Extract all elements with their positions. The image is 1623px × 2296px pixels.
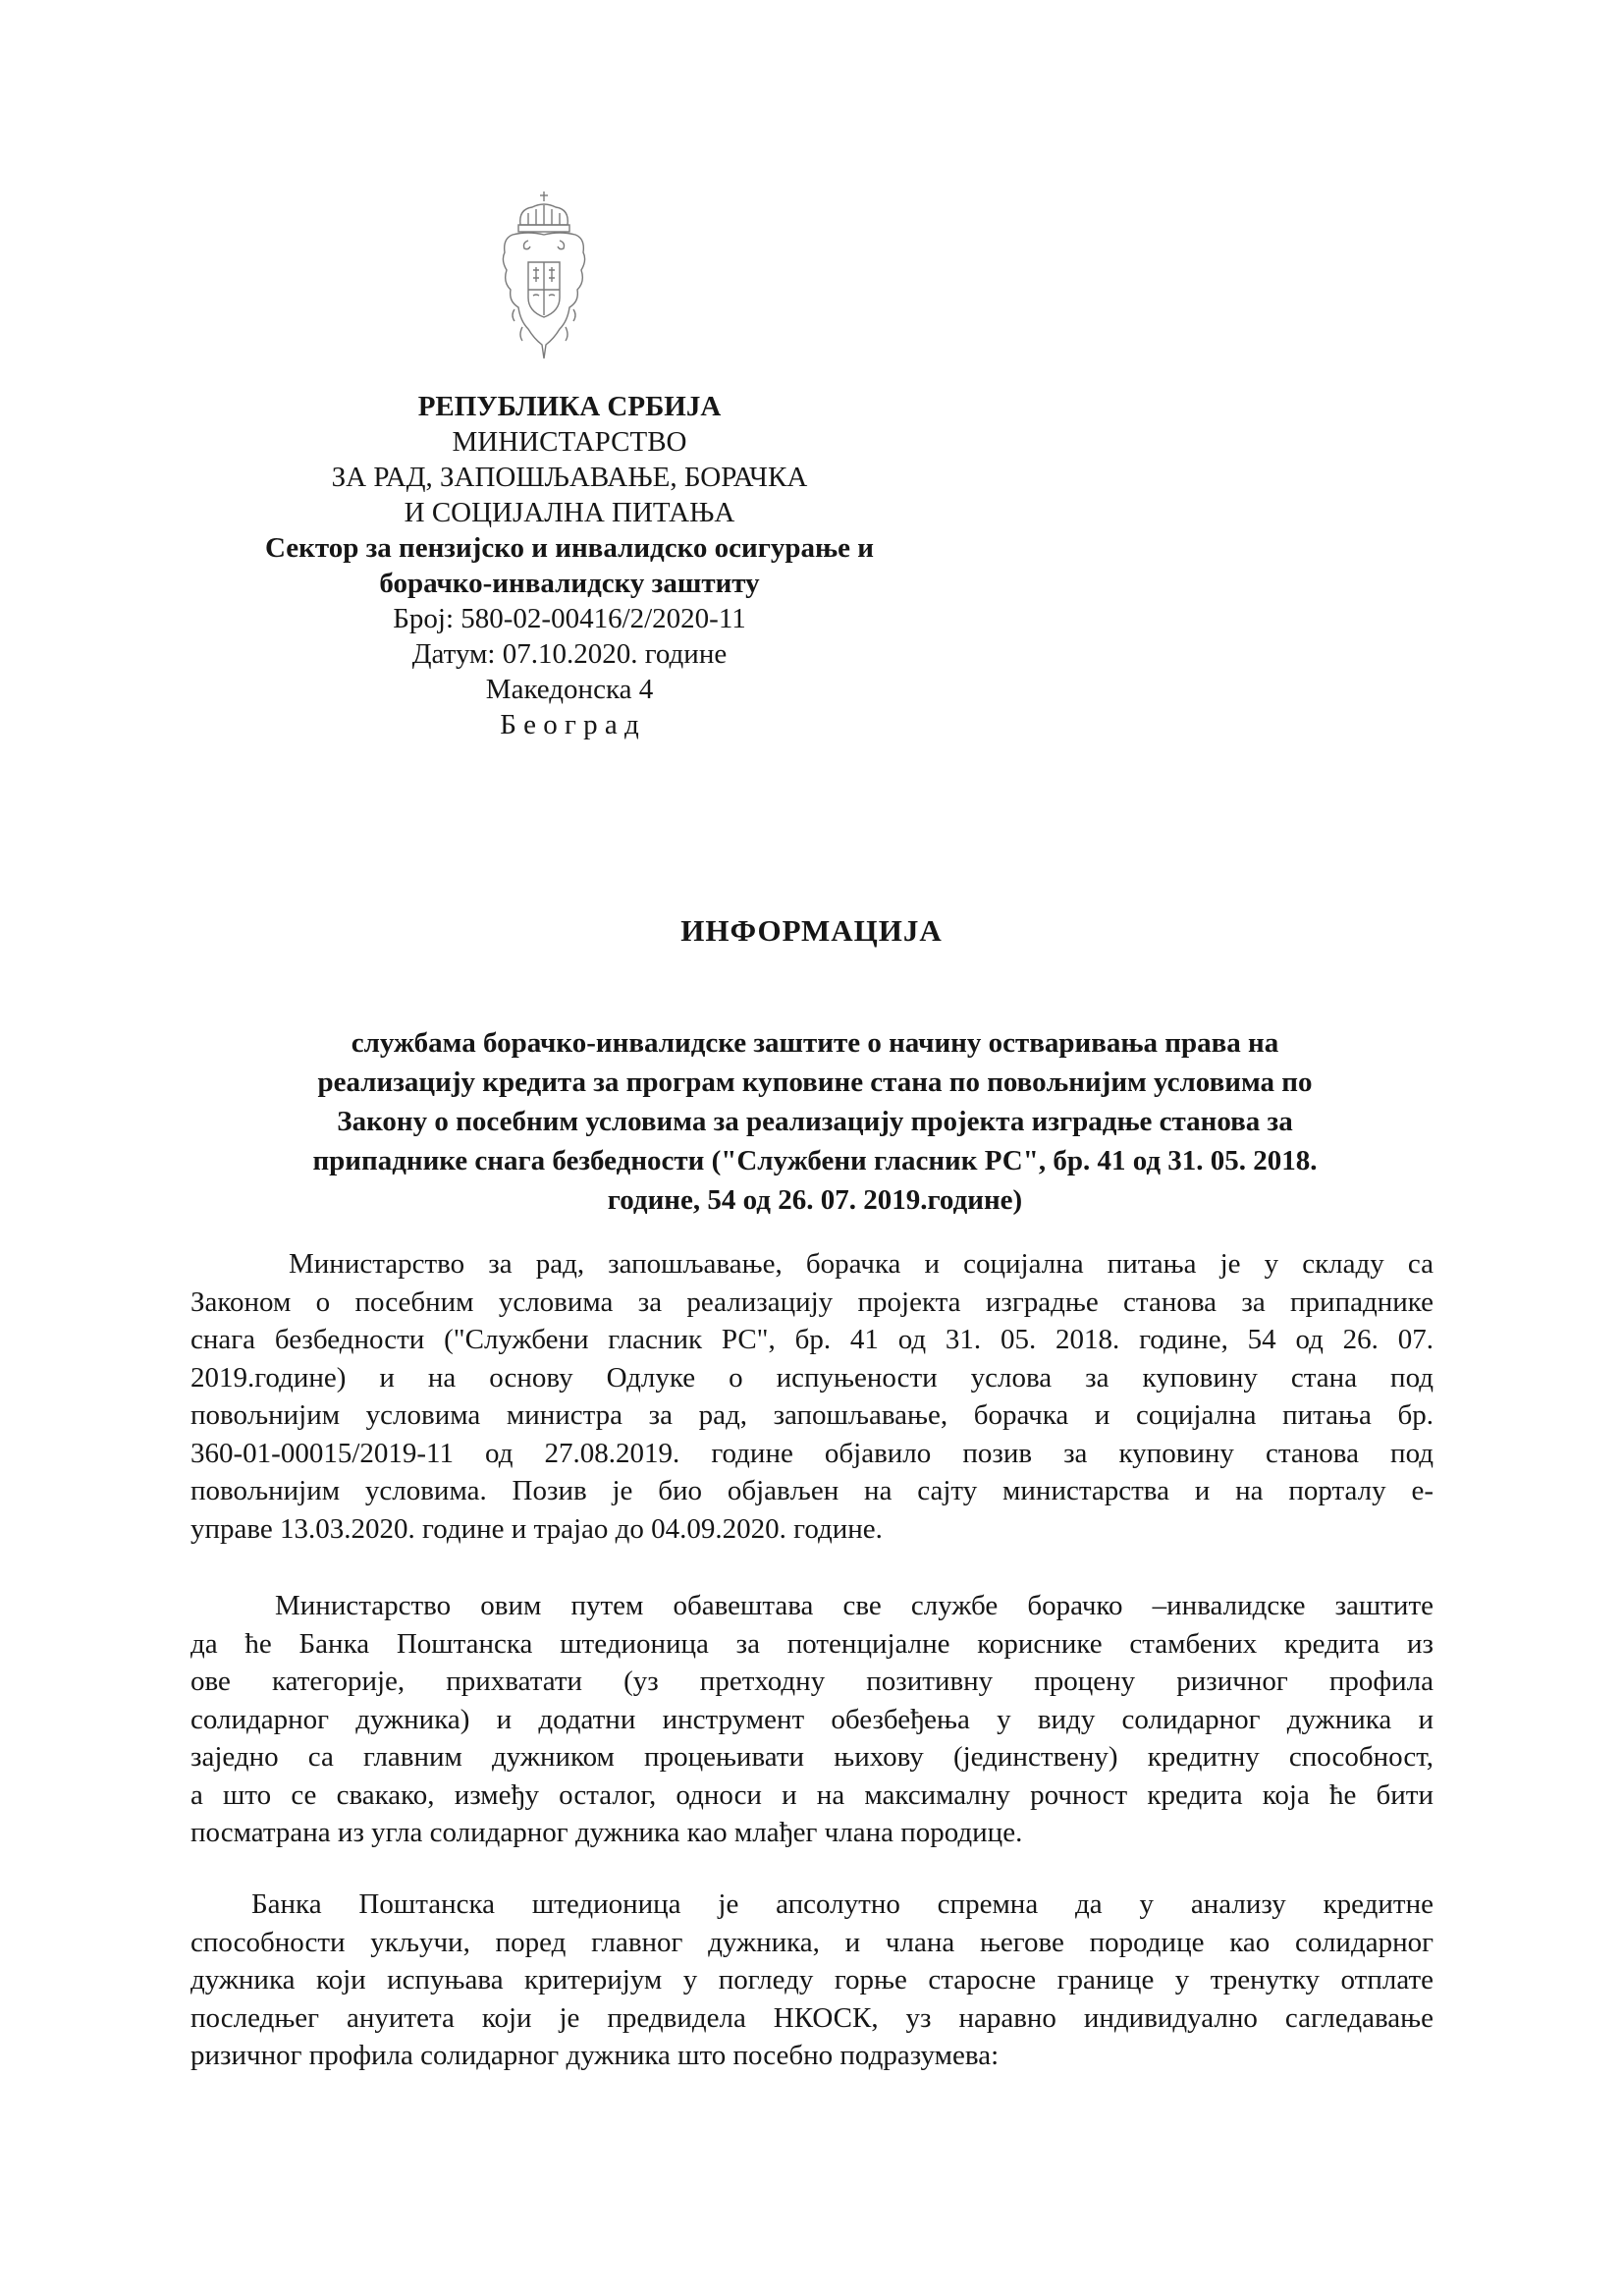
body-paragraph-3: [190, 1886, 1434, 2075]
ministry-line: ЗА РАД, ЗАПОШЉАВАЊЕ, БОРАЧКА: [331, 462, 808, 493]
document-subject: [177, 1023, 1453, 1220]
paragraph-line: да ће Банка Поштанска штедионица за потенцијалне кориснике стамбених кредита из: [190, 1627, 1434, 1660]
paragraph-line: 360-01-00015/2019-11 од 27.08.2019. године објавило позив за куповину станова под: [190, 1437, 1434, 1469]
paragraph-line: Министарство овим путем обавештава све службе борачко –инвалидске заштите: [275, 1590, 1434, 1621]
document-number: Број: 580-02-00416/2/2020-11: [393, 603, 746, 634]
paragraph-line: снага безбедности ("Службени гласник РС", бр. 41 од 31. 05. 2018. године, 54 од 26. 07.: [190, 1324, 1434, 1355]
paragraph-line: дужника који испуњава критеријум у погледу горње старосне границе у тренутку отплате: [190, 1964, 1434, 1995]
paragraph-line: 2019.године) и на основу Одлуке о испуњености услова за куповину стана под: [190, 1361, 1434, 1394]
subject-line: Закону о посебним условима за реализацију пројекта изградње станова за: [337, 1106, 1293, 1137]
document-date: Датум: 07.10.2020. године: [411, 638, 728, 670]
body-paragraph-2: [190, 1587, 1434, 1852]
street-address: Македонска 4: [485, 674, 654, 705]
paragraph-line: Банка Поштанска штедионица је апсолутно спремна да у анализу кредитне: [251, 1888, 1434, 1920]
paragraph-line: ове категорије, прихватати (уз претходну позитивну процену ризичног профила: [190, 1666, 1434, 1697]
subject-line: године, 54 од 26. 07. 2019.године): [607, 1184, 1023, 1216]
coat-of-arms-icon: [499, 191, 589, 366]
ministry-line: МИНИСТАРСТВО: [452, 426, 687, 458]
republic-name: РЕПУБЛИКА СРБИЈА: [417, 391, 722, 422]
subject-line: реализацију кредита за програм куповине стана по повољнијим условима по: [317, 1066, 1313, 1098]
paragraph-line: повољнијим условима. Позив је био објављен на сајту министарства и на порталу е-: [190, 1475, 1434, 1506]
paragraph-line: способности укључи, поред главног дужника, и члана његове породице као солидарног: [190, 1926, 1434, 1958]
sector-line: борачко-инвалидску заштиту: [379, 568, 760, 599]
document-title: ИНФОРМАЦИЈА: [680, 913, 943, 948]
paragraph-line: солидарног дужника) и додатни инструмент обезбеђења у виду солидарног дужника и: [190, 1703, 1434, 1735]
paragraph-line: управе 13.03.2020. године и трајао до 04.09.2020. године.: [190, 1512, 883, 1545]
paragraph-line: заједно са главним дужником процењивати њихову (јединствену) кредитну способност,: [190, 1741, 1434, 1773]
subject-line: припаднике снага безбедности ("Службени гласник РС", бр. 41 од 31. 05. 2018.: [312, 1145, 1318, 1176]
letterhead: [226, 389, 913, 742]
paragraph-line: посматрана из угла солидарног дужника као млађег члана породице.: [190, 1817, 1023, 1848]
body-paragraph-1: [190, 1245, 1434, 1548]
paragraph-line: Законом о посебним условима за реализацију пројекта изградње станова за припаднике: [190, 1285, 1434, 1318]
city: Б е о г р а д: [500, 709, 639, 740]
sector-line: Сектор за пензијско и инвалидско осигурање и: [265, 532, 874, 564]
paragraph-line: ризичног профила солидарног дужника што посебно подразумева:: [190, 2040, 1000, 2071]
paragraph-line: последњег ануитета који је предвидела НКОСК, уз наравно индивидуално сагледавање: [190, 2001, 1434, 2034]
ministry-line: И СОЦИЈАЛНА ПИТАЊА: [404, 497, 735, 528]
subject-line: службама борачко-инвалидске заштите о начину остваривања права на: [351, 1027, 1279, 1059]
paragraph-line: Министарство за рад, запошљавање, борачка и социјална питања је у складу са: [289, 1248, 1434, 1280]
paragraph-line: а што се свакако, између осталог, односи и на максималну рочност кредита која ће бити: [190, 1778, 1434, 1811]
paragraph-line: повољнијим условима министра за рад, запошљавање, борачка и социјална питања бр.: [190, 1399, 1434, 1431]
